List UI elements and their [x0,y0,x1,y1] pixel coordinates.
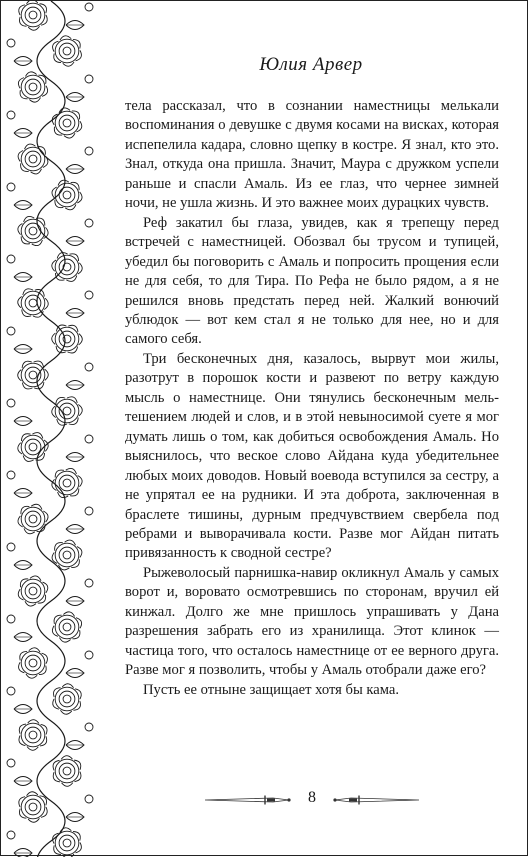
paragraph-2: Реф закатил бы глаза, увидев, как я трепещу перед встречей с наместницей. Обозвал бы трусом и тупицей, убедил бы поговорить с Амаль и попросить прощения если не для себя, то для Тира. По Рефа не было рядом, а я не решился вновь предстать перед ней. Жалкий вонючий ублюдок — вот кем стал я не только для нее, но и для самого себя. [125,214,499,348]
page-body [125,97,499,700]
paragraph-5: Пусть ее отныне защищает хотя бы кама. [143,681,400,698]
floral-border-ornament [1,1,101,857]
page-number: 8 [308,789,316,806]
paragraph-3: Три бесконечных дня, казалось, вырвут мои жилы, разотрут в порошок кости и развеют по ветру каждую мысль о наместнице. Они тянулись бесконечным мельтешением людей и слов, и в этой невыносимой суете я мог думать лишь о том, как добиться освобождения Амаль. Но выяснилось, что веское слово Айдана куда убедительнее любых моих доводов. Новый воевода вступился за сестру, а не упрятал ее на рудники. И эта доброта, заключенная в браслете тишины, дурным предчувствием свербела под ребрами и выворачивала кости. Разве мог Айдан питать привязанность к сводной сестре? [125,350,499,562]
right-dagger-ornament-icon [333,795,421,805]
page-footer [125,787,499,813]
running-header-author: Юлия Арвер [259,54,363,75]
paragraph-1: тела рассказал, что в сознании наместницы мелькали воспоминания о девушке с двумя косами на висках, которая испепелила кадара, словно щепку в костре. Я знал, кто это. Знал, откуда она пришла. Значит, Маура с дружком успели раньше и спасли Амаль. Из ее глаз, что чернее зимней ночи, не ушла жизнь. И это важнее моих дурацких чувств. [125,98,499,212]
paragraph-4: Рыжеволосый парнишка-навир окликнул Амаль у самых ворот и, воровато осмотревшись по сторонам, вручил ей кинжал. Долго же мне пришлось упрашивать у Дана разрешения забрать его из хранилища. Этот клинок — частица того, что осталось наместнице от ее верного друга. Разве мог я позволить, чтобы у Амаль отобрали даже его? [125,564,499,679]
